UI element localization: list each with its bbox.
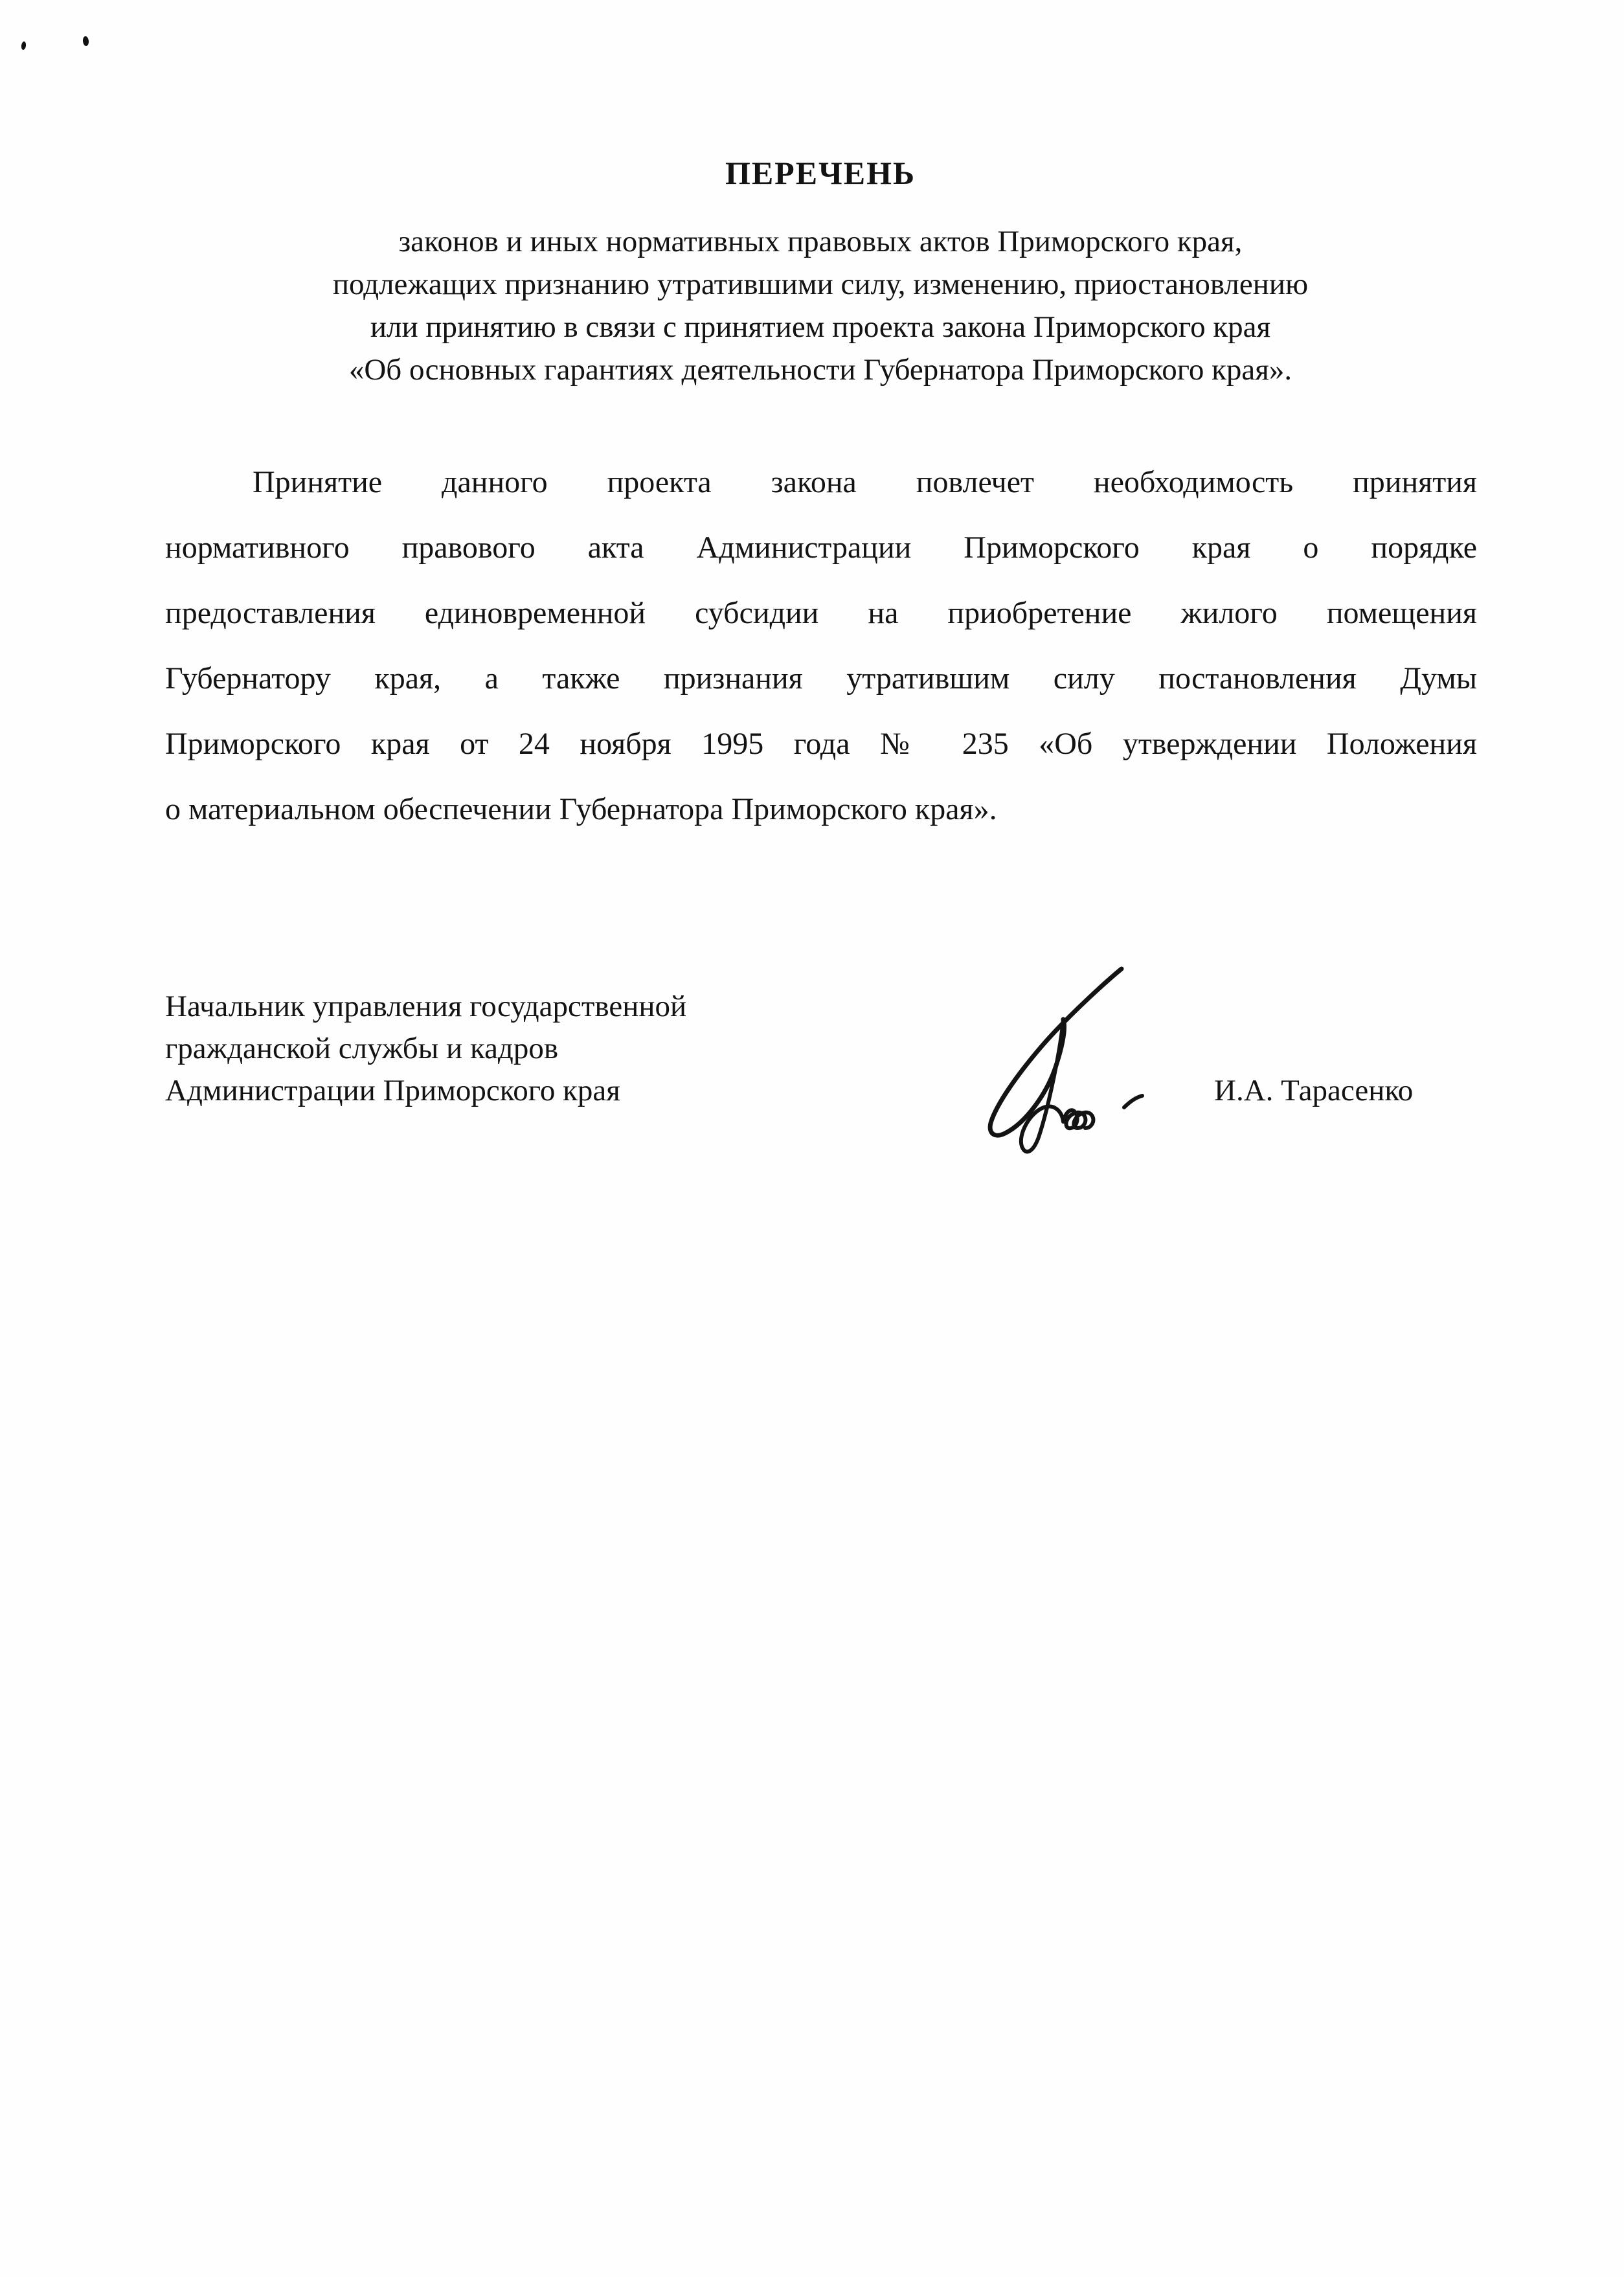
body-line: Принятие данного проекта закона повлечет необходимость принятия: [253, 465, 1477, 499]
subtitle-line: или принятию в связи с принятием проекта закона Приморского края: [370, 310, 1271, 344]
body-line: нормативного правового акта Администрации Приморского края о порядке: [165, 530, 1477, 565]
signatory-name: И.А. Тарасенко: [1214, 1074, 1414, 1107]
signatory-position-block: [165, 986, 877, 1112]
signatory-position-line: Администрации Приморского края: [165, 1074, 620, 1107]
subtitle-line: законов и иных нормативных правовых актов Приморского края,: [398, 225, 1243, 258]
body-line: о материальном обеспечении Губернатора Приморского края».: [165, 792, 997, 826]
signatory-position-line: гражданской службы и кадров: [165, 1032, 559, 1065]
scan-speck: [82, 36, 89, 47]
handwritten-signature: [971, 957, 1172, 1164]
body-paragraph: [165, 449, 1477, 842]
signatory-position-line: Начальник управления государственной: [165, 990, 687, 1023]
scan-speck: [21, 41, 27, 51]
subtitle-line: «Об основных гарантиях деятельности Губернатора Приморского края».: [348, 353, 1292, 387]
subtitle-line: подлежащих признанию утратившими силу, изменению, приостановлению: [332, 267, 1309, 301]
body-line: предоставления единовременной субсидии на приобретение жилого помещения: [165, 596, 1477, 630]
document-subtitle: [165, 220, 1476, 391]
body-line: Губернатору края, а также признания утратившим силу постановления Думы: [165, 661, 1477, 696]
document-title: ПЕРЕЧЕНЬ: [725, 155, 916, 191]
body-line: Приморского края от 24 ноября 1995 года № 235 «Об утверждении Положения: [165, 727, 1477, 761]
